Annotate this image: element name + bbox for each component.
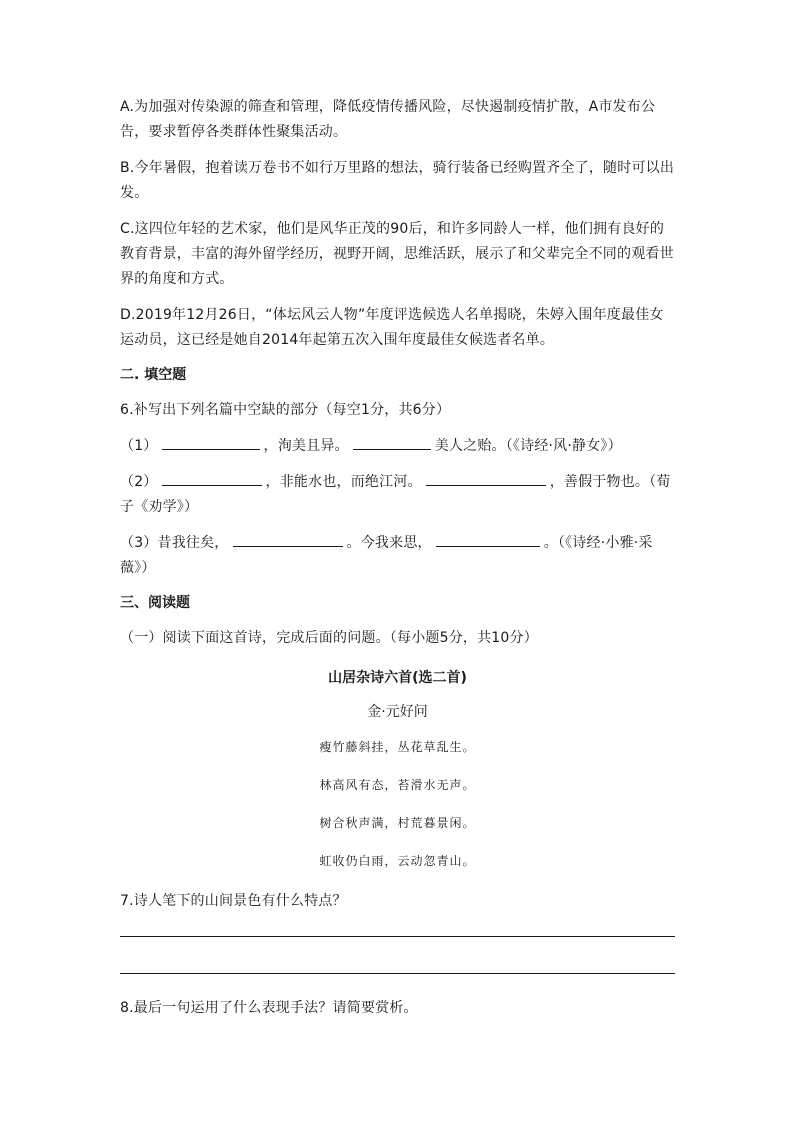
fill-item-3-prefix: （3）昔我往矣，	[120, 535, 229, 551]
blank-2b[interactable]	[426, 471, 546, 486]
poem-author: 金·元好问	[367, 704, 428, 720]
blank-2a[interactable]	[162, 471, 262, 486]
poem-title: 山居杂诗六首(选二首)	[328, 670, 467, 686]
fill-item-1-suffix: 美人之贻。（《诗经·风·静女》）	[434, 438, 622, 454]
blank-1a[interactable]	[162, 435, 260, 450]
blank-3b[interactable]	[436, 532, 540, 547]
option-c: C.这四位年轻的艺术家，他们是风华正茂的90后，和许多同龄人一样，他们拥有良好的教育背景，丰富的海外留学经历，视野开阔，思维活跃，展示了和父辈完全不同的观看世界的角度和方式。	[120, 221, 674, 287]
fill-item-3	[120, 531, 675, 581]
poem-line-2: 林高风有态，苔滑水无声。	[319, 778, 476, 792]
option-b: B.今年暑假，抱着读万卷书不如行万里路的想法，骑行装备已经购置齐全了，随时可以出发。	[120, 160, 675, 201]
answer-line-2[interactable]	[120, 973, 675, 974]
section-reading-heading: 三、阅读题	[120, 595, 190, 611]
fill-item-2-prefix: （2）	[120, 474, 158, 490]
poem-line-3: 树合秋声满，村荒暮景闲。	[319, 816, 476, 830]
poem-line-4: 虹收仍白雨，云动忽青山。	[319, 854, 476, 868]
question-7: 7.诗人笔下的山间景色有什么特点？	[120, 893, 347, 909]
fill-item-1-mid: ，洵美且异。	[263, 438, 349, 454]
fill-item-2-suffix: ，善假于物也。（荀子《劝学》）	[120, 474, 671, 515]
fill-item-3-mid: 。今我来思，	[346, 535, 432, 551]
question-6: 6.补写出下列名篇中空缺的部分（每空1分，共6分）	[120, 402, 451, 418]
blank-3a[interactable]	[233, 532, 343, 547]
fill-item-1	[120, 434, 675, 459]
answer-line-1[interactable]	[120, 936, 675, 937]
poem-line-1: 瘦竹藤斜挂，丛花草乱生。	[319, 740, 476, 754]
fill-item-2-mid: ，非能水也，而绝江河。	[265, 474, 422, 490]
fill-item-3-suffix: 。（《诗经·小雅·采薇》）	[120, 535, 653, 576]
exam-page	[120, 95, 675, 1032]
blank-1b[interactable]	[353, 435, 431, 450]
option-d: D.2019年12月26日，“体坛风云人物”年度评选候选人名单揭晓，朱婷入围年度最佳女运动员，这已经是她自2014年起第五次入围年度最佳女候选者名单。	[120, 307, 664, 348]
fill-item-2	[120, 470, 675, 520]
section-fill-blank-heading: 二. 填空题	[120, 367, 187, 383]
reading-intro: （一）阅读下面这首诗，完成后面的问题。（每小题5分，共10分）	[120, 630, 538, 646]
question-8: 8.最后一句运用了什么表现手法？请简要赏析。	[120, 1000, 418, 1016]
option-a: A.为加强对传染源的筛查和管理，降低疫情传播风险，尽快遏制疫情扩散，A市发布公告，要求暂停各类群体性聚集活动。	[120, 99, 656, 140]
fill-item-1-prefix: （1）	[120, 438, 158, 454]
